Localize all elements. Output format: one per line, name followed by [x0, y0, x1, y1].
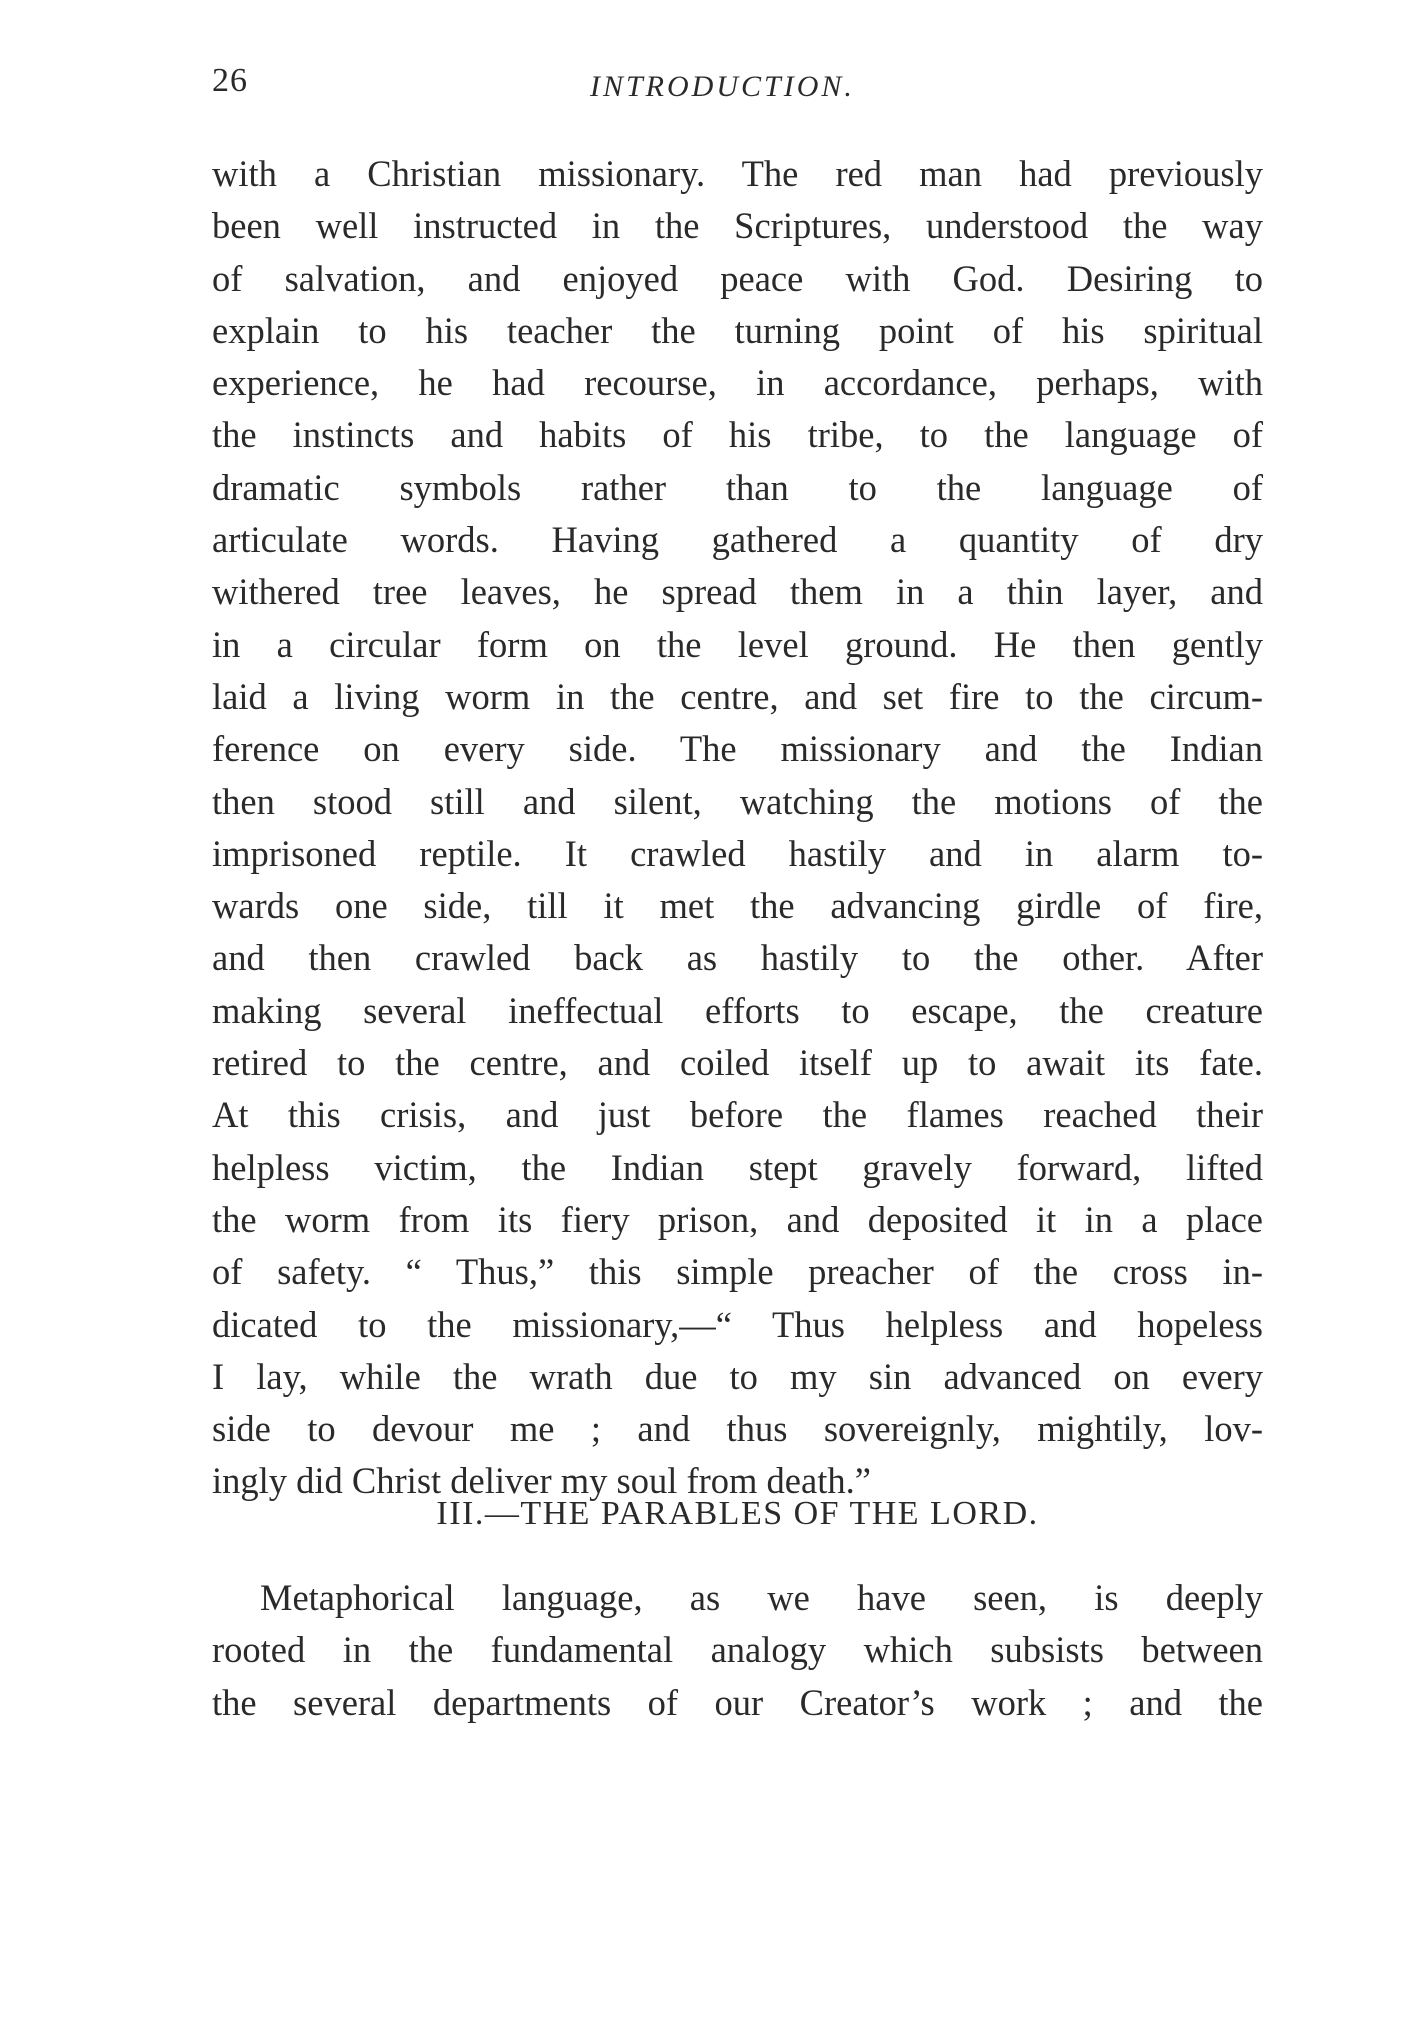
text-line: explain to his teacher the turning point of his spiritual — [212, 309, 1263, 351]
text-line: experience, he had recourse, in accordance, perhaps, with — [212, 362, 1263, 404]
text-line: with a Christian missionary. The red man had previously — [212, 153, 1263, 194]
text-line: ference on every side. The missionary and the Indian — [212, 728, 1263, 770]
text-line: wards one side, till it met the advancing girdle of fire, — [212, 885, 1263, 927]
text-line: the several departments of our Creator’s work ; and the — [212, 1681, 1263, 1723]
section-paragraph — [212, 1572, 1263, 1729]
section-heading: III.—THE PARABLES OF THE LORD. — [436, 1495, 1039, 1532]
text-line: laid a living worm in the centre, and set fire to the circum- — [212, 675, 1263, 717]
text-line: and then crawled back as hastily to the other. After — [212, 937, 1263, 979]
text-line: dicated to the missionary,—“ Thus helpless and hopeless — [212, 1303, 1263, 1345]
text-line: the worm from its fiery prison, and deposited it in a place — [212, 1198, 1263, 1240]
text-line: in a circular form on the level ground. He then gently — [212, 623, 1263, 665]
text-line: helpless victim, the Indian stept gravely forward, lifted — [212, 1146, 1263, 1188]
text-line: been well instructed in the Scriptures, understood the way — [212, 205, 1263, 247]
body-paragraph — [212, 148, 1263, 1508]
text-line: of salvation, and enjoyed peace with God. Desiring to — [212, 257, 1263, 299]
text-line: imprisoned reptile. It crawled hastily and in alarm to- — [212, 832, 1263, 874]
text-line: the instincts and habits of his tribe, to the language of — [212, 414, 1263, 456]
text-line: articulate words. Having gathered a quantity of dry — [212, 519, 1263, 561]
text-line: retired to the centre, and coiled itself up to await its fate. — [212, 1042, 1263, 1084]
text-line: dramatic symbols rather than to the language of — [212, 466, 1263, 508]
text-line: side to devour me ; and thus sovereignly, mightily, lov- — [212, 1408, 1263, 1450]
text-line: then stood still and silent, watching the motions of the — [212, 780, 1263, 822]
page-number: 26 — [212, 62, 248, 99]
text-line: I lay, while the wrath due to my sin advanced on every — [212, 1355, 1263, 1397]
text-line: Metaphorical language, as we have seen, is deeply — [260, 1577, 1263, 1618]
text-line: withered tree leaves, he spread them in a thin layer, and — [212, 571, 1263, 613]
running-title: INTRODUCTION. — [590, 70, 855, 103]
text-line: rooted in the fundamental analogy which subsists between — [212, 1629, 1263, 1671]
text-line: of safety. “ Thus,” this simple preacher of the cross in- — [212, 1251, 1263, 1293]
text-line: At this crisis, and just before the flames reached their — [212, 1094, 1263, 1136]
text-line: making several ineffectual efforts to escape, the creature — [212, 989, 1263, 1031]
text-line: ingly did Christ deliver my soul from death.” — [212, 1460, 871, 1502]
